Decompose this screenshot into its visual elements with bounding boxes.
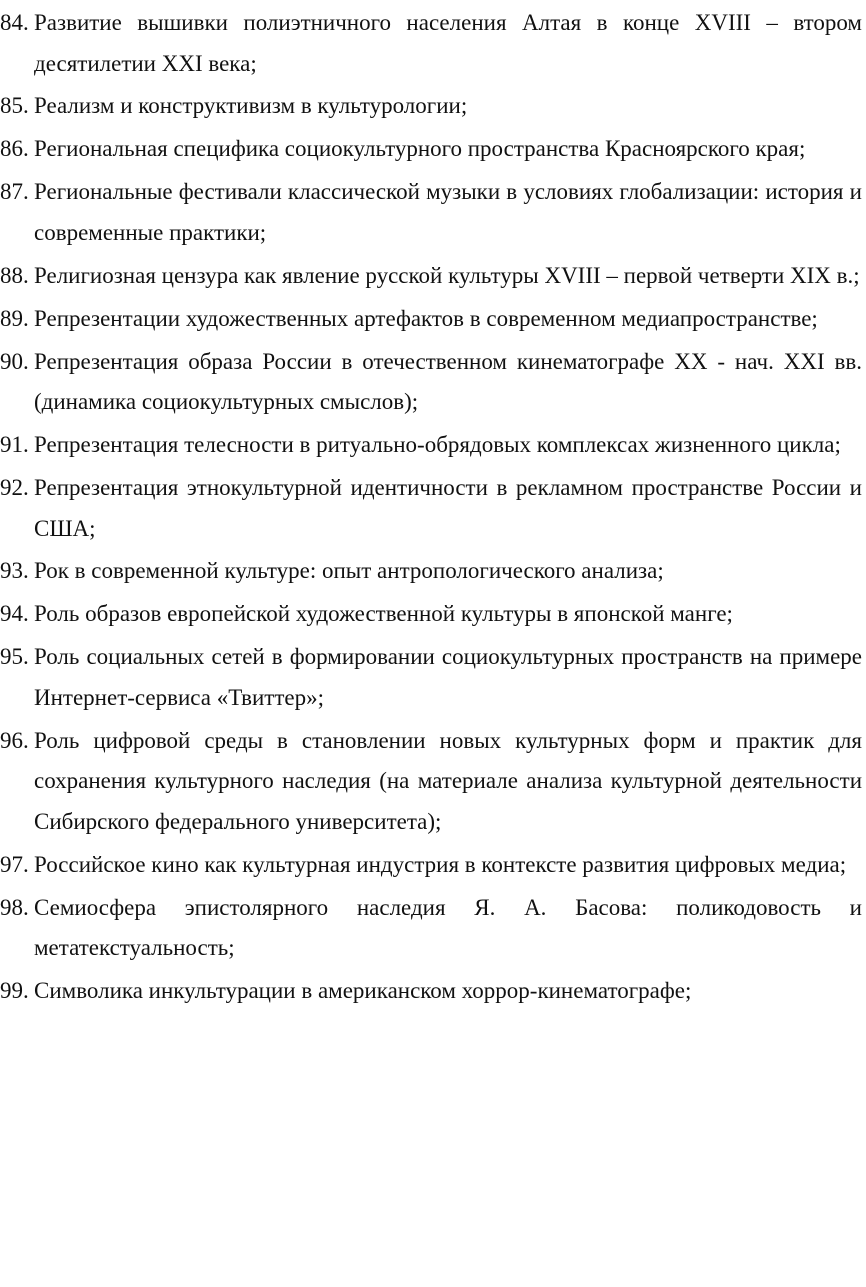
list-item [0,3,862,84]
item-text: Репрезентация этнокультурной идентичности в рекламном пространстве России и США; [34,474,862,541]
item-text: Роль цифровой среды в становлении новых культурных форм и практик для сохранения культурного наследия (на материале анализа культурной деятельности Сибирского федерального университета); [34,727,862,834]
list-item [0,129,862,170]
item-text: Роль образов европейской художественной культуры в японской манге; [34,601,733,627]
item-number: 92. [0,474,29,500]
item-number: 90. [0,348,29,374]
item-number: 88. [0,262,29,288]
item-text: Региональная специфика социокультурного пространства Красноярского края; [34,136,806,162]
list-item [0,256,862,297]
list-item [0,637,862,718]
item-number: 86. [0,136,29,162]
item-text: Реализм и конструктивизм в культурологии; [34,93,468,119]
list-item [0,971,862,1012]
item-number: 85. [0,93,29,119]
list-item [0,721,862,843]
item-number: 91. [0,432,29,458]
item-number: 87. [0,179,29,205]
item-text: Роль социальных сетей в формировании социокультурных пространств на примере Интернет-сервиса «Твиттер»; [34,644,862,710]
list-item [0,888,862,969]
document-page [0,3,862,1014]
list-item [0,551,862,592]
item-text: Семиосфера эпистолярного наследия Я. А. Басова: поликодовость и метатекстуальность; [34,894,862,961]
list-item [0,594,862,635]
list-item [0,172,862,253]
item-text: Рок в современной культуре: опыт антропологического анализа; [34,558,664,584]
item-text: Репрезентации художественных артефактов в современном медиапространстве; [34,305,818,331]
item-number: 98. [0,894,29,920]
item-number: 97. [0,851,29,877]
topic-list [0,3,862,1012]
list-item [0,342,862,423]
item-text: Российское кино как культурная индустрия в контексте развития цифровых медиа; [34,851,847,877]
item-number: 84. [0,10,29,35]
item-number: 99. [0,978,29,1004]
list-item [0,468,862,549]
item-text: Региональные фестивали классической музыки в условиях глобализации: история и современные практики; [34,179,862,245]
item-number: 89. [0,305,29,331]
item-text: Репрезентация образа России в отечественном кинематографе ХХ - нач. XXI вв. (динамика социокультурных смыслов); [34,348,862,415]
item-number: 94. [0,601,29,627]
list-item [0,299,862,340]
item-text: Символика инкультурации в американском хоррор-кинематографе; [34,978,692,1004]
list-item [0,86,862,127]
list-item [0,425,862,466]
item-number: 95. [0,644,29,670]
list-item [0,845,862,886]
item-number: 93. [0,558,29,584]
item-text: Репрезентация телесности в ритуально-обрядовых комплексах жизненного цикла; [34,432,841,458]
item-text: Религиозная цензура как явление русской культуры XVIII – первой четверти XIX в.; [34,262,860,288]
item-text: Развитие вышивки полиэтничного населения Алтая в конце XVIII – втором десятилетии XXI века; [34,10,862,76]
item-number: 96. [0,727,29,753]
